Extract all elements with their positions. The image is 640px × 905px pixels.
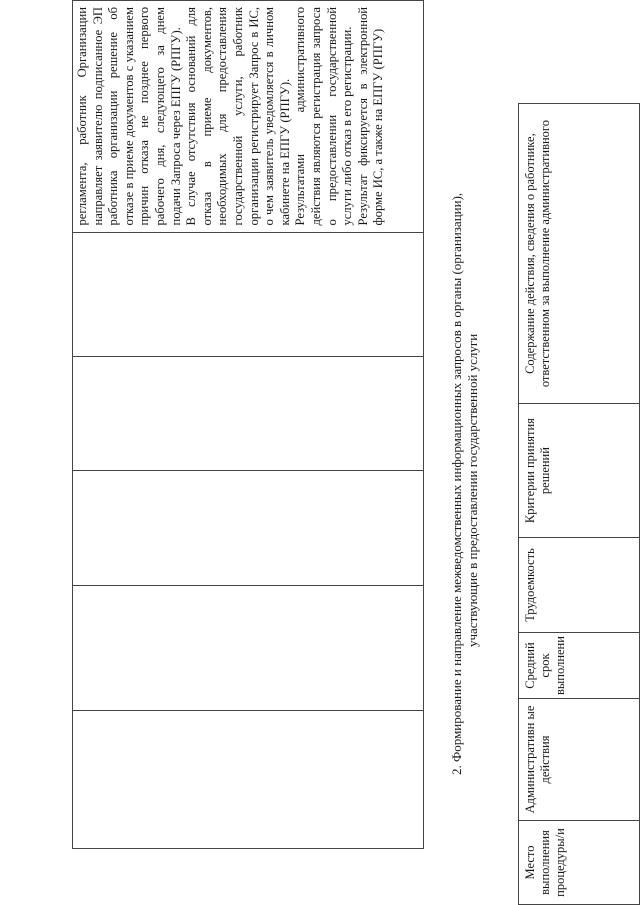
content-paragraph: регламента, работник Организации направляет заявителю подписанное ЭП работника организации решение об отказе в приеме документов с указанием причин отказа не позднее первого рабочего дня, следующего за днем подачи Запроса через ЕПГУ (РПГУ). bbox=[75, 7, 183, 226]
content-paragraph: В случае отсутствия оснований для отказа в приеме документов, необходимых для предоставления государственной услуги, работник организации регистрирует Запрос в ИС, о чем заявитель уведомляется в личном кабинете на ЕПГУ (РПГУ). bbox=[184, 7, 292, 226]
header-criteria: Критерии принятия решений bbox=[519, 404, 640, 538]
table-row bbox=[73, 1, 424, 849]
criteria-cell bbox=[73, 232, 424, 356]
header-content: Содержание действия, сведения о работнике, ответственном за выполнение административного bbox=[519, 104, 640, 404]
header-term: Средний срок выполнени bbox=[519, 633, 640, 699]
term-cell bbox=[73, 470, 424, 586]
header-actions: Административн ые действия bbox=[519, 699, 640, 821]
section-heading-line1: 2. Формирование и направление межведомственных информационных запросов в органы (организации), bbox=[449, 192, 464, 775]
content-paragraph: Результат фиксируется в электронной форме ИС, а также на ЕПГУ (РПГУ) bbox=[355, 7, 386, 226]
section-heading bbox=[449, 15, 481, 775]
actions-cell bbox=[73, 586, 424, 710]
action-content-cell bbox=[73, 1, 424, 233]
place-cell bbox=[73, 710, 424, 848]
procedure-table-header bbox=[518, 103, 640, 905]
labor-cell bbox=[73, 357, 424, 471]
header-row bbox=[519, 104, 640, 905]
header-labor: Трудоемкость bbox=[519, 538, 640, 633]
procedure-table-continued bbox=[72, 0, 424, 849]
section-heading-line2: участвующие в предоставлении государственной услуги bbox=[465, 333, 480, 647]
header-place: Место выполнения процедуры/и bbox=[519, 821, 640, 905]
content-paragraph: Результатами административного действия являются регистрация запроса о предоставлении государственной услуги либо отказ в его регистрации. bbox=[293, 7, 355, 226]
